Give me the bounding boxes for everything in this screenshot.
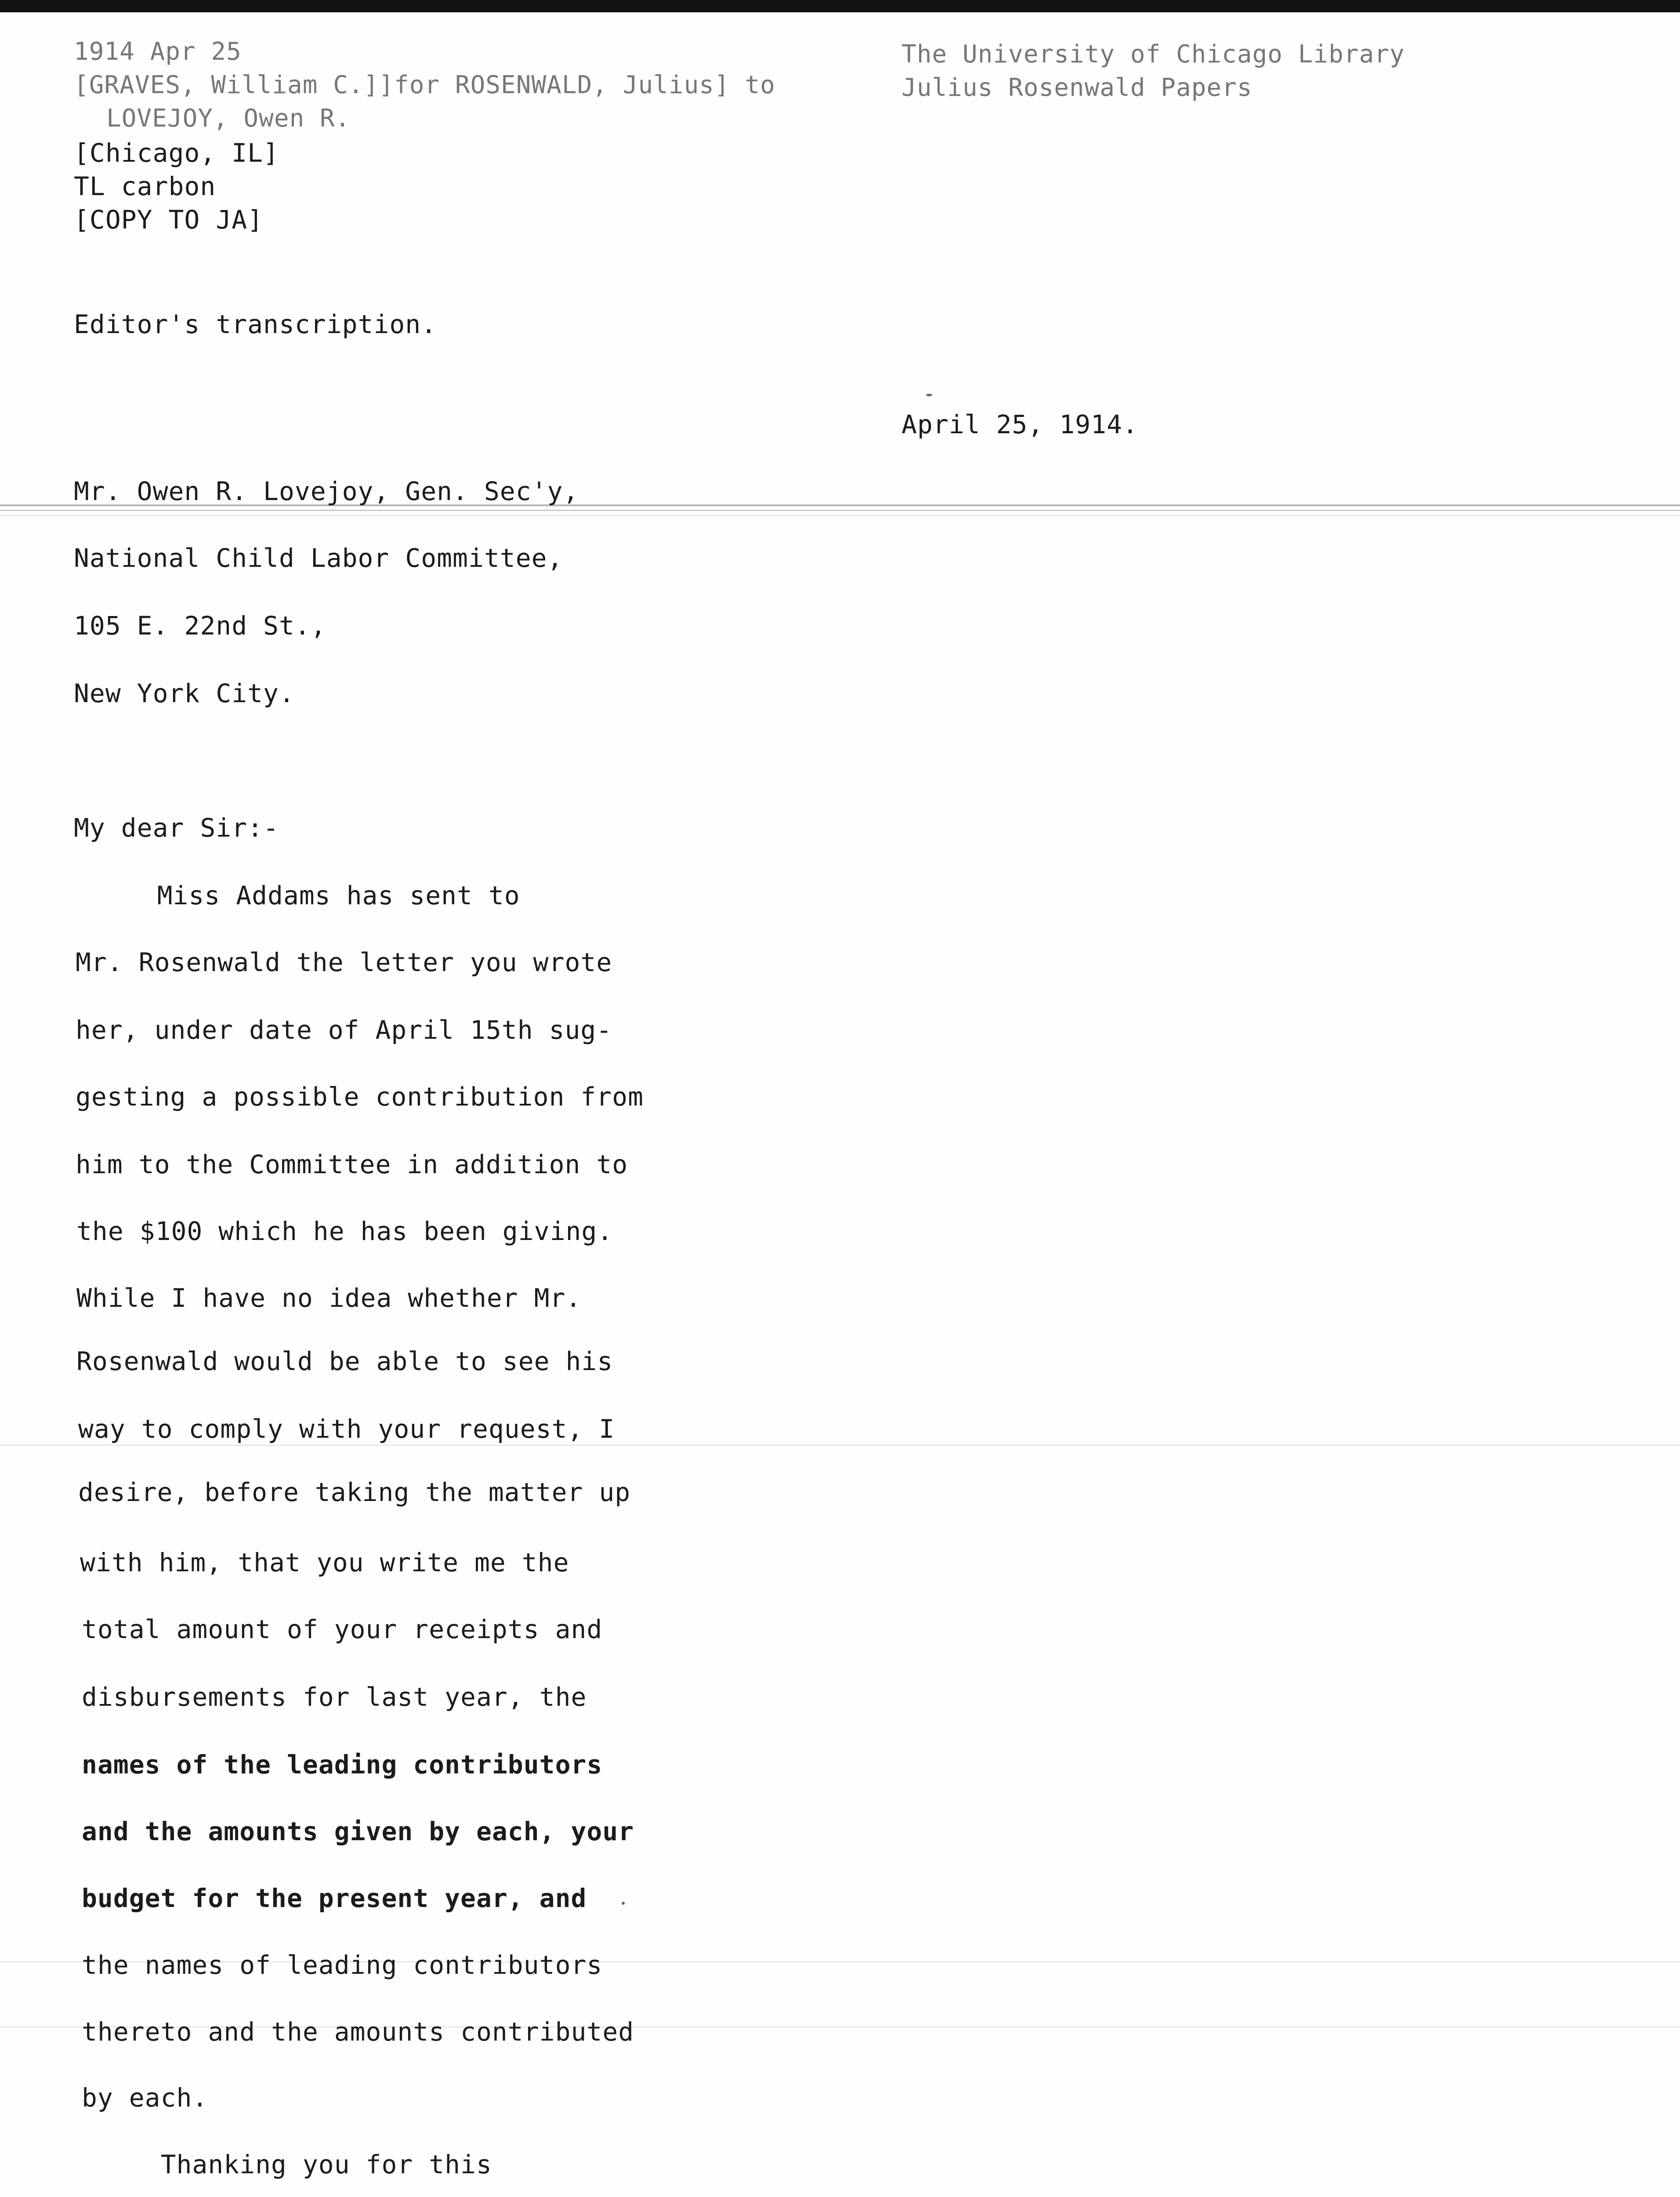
address-line: National Child Labor Committee, [74,543,563,573]
body-line: and the amounts given by each, your [82,1816,634,1846]
body-line: the $100 which he has been giving. [76,1216,613,1246]
letter-date: April 25, 1914. [902,410,1138,439]
scan-rule [0,510,1680,511]
library-collection: Julius Rosenwald Papers [902,73,1253,102]
address-line: Mr. Owen R. Lovejoy, Gen. Sec'y, [74,476,579,506]
body-line: total amount of your receipts and [82,1614,603,1644]
address-line: 105 E. 22nd St., [74,611,326,641]
body-line: Miss Addams has sent to [78,881,520,910]
body-line: names of the leading contributors [82,1750,603,1780]
library-name: The University of Chicago Library [902,40,1405,69]
scan-speck [622,1902,625,1905]
body-line: Rosenwald would be able to see his [76,1346,613,1376]
catalog-format: TL carbon [74,171,216,201]
body-line: Mr. Rosenwald the letter you wrote [76,947,612,977]
body-line: budget for the present year, and [82,1883,587,1913]
catalog-recipient: LOVEJOY, Owen R. [106,104,351,133]
body-line: way to comply with your request, I [78,1414,615,1444]
body-line: While I have no idea whether Mr. [76,1283,582,1313]
body-line: desire, before taking the matter up [78,1477,631,1507]
body-line: gesting a possible contribution from [76,1082,644,1112]
catalog-date: 1914 Apr 25 [74,37,242,66]
body-line: thereto and the amounts contributed [82,2017,634,2047]
body-line: her, under date of April 15th sug- [76,1015,612,1045]
body-line: by each. [82,2083,208,2113]
body-line: him to the Committee in addition to [76,1149,628,1179]
editor-note: Editor's transcription. [74,309,437,339]
scan-top-border [0,0,1680,12]
scan-speck [926,394,932,396]
address-line: New York City. [74,678,295,708]
catalog-copy-note: [COPY TO JA] [74,205,264,235]
catalog-place: [Chicago, IL] [74,138,279,168]
salutation: My dear Sir:- [74,813,279,843]
body-line: the names of leading contributors [82,1950,603,1980]
body-line: disbursements for last year, the [82,1682,587,1712]
body-line: with him, that you write me the [80,1548,569,1577]
scan-rule [0,515,1680,516]
body-line: Thanking you for this [82,2150,492,2179]
catalog-correspondents: [GRAVES, William C.]]for ROSENWALD, Julius] to [74,71,775,99]
